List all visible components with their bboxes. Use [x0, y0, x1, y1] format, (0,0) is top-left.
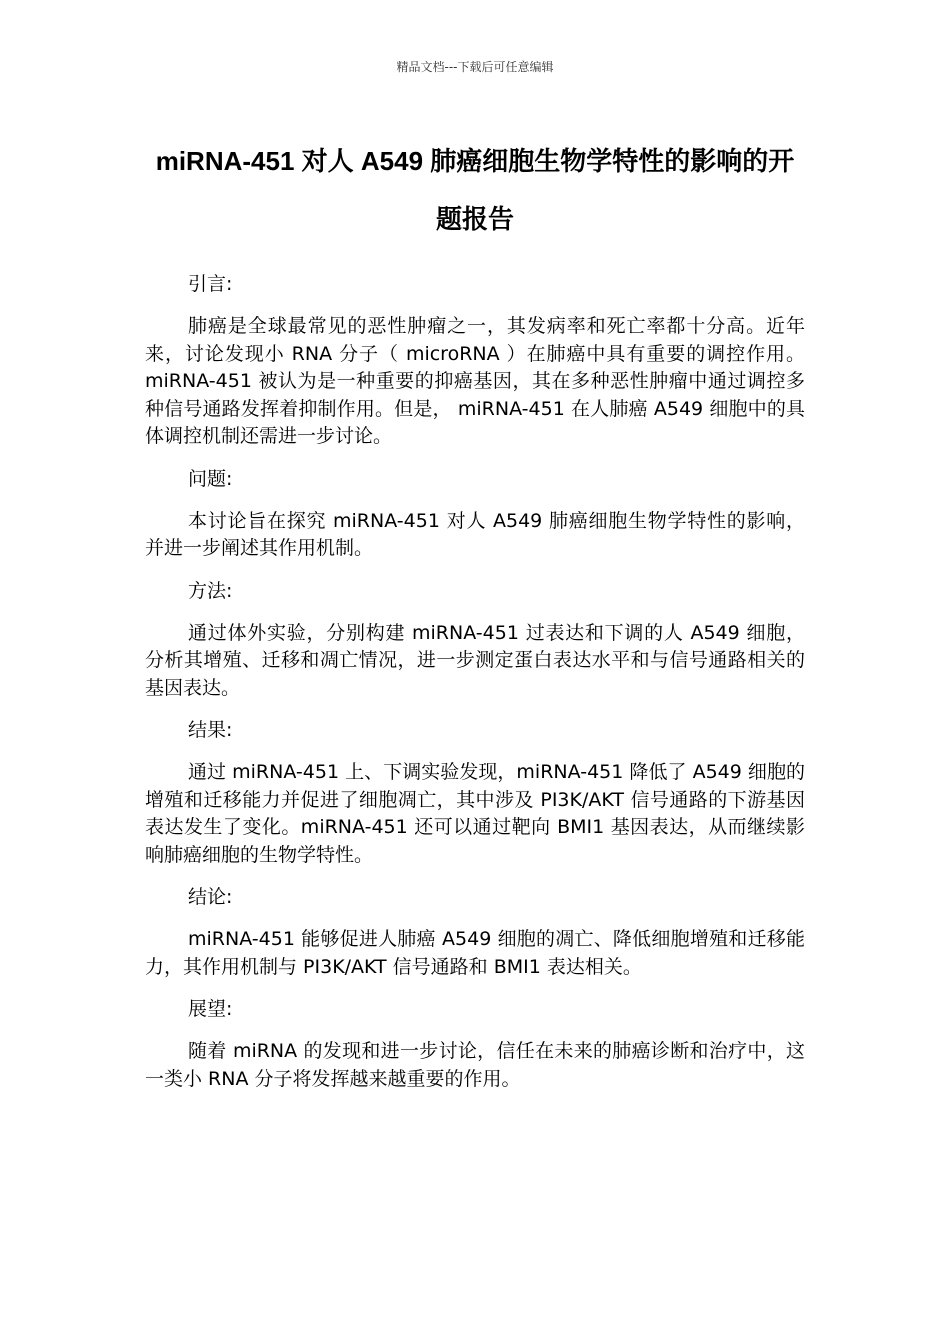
- document-body: [145, 270, 805, 1107]
- section-heading: 引言:: [188, 273, 233, 295]
- section-paragraph: 肺癌是全球最常见的恶性肿瘤之一，其发病率和死亡率都十分高。近年来，讨论发现小 RNA 分子（ microRNA ）在肺癌中具有重要的调控作用。miRNA-451 被认为是一种重要的抑癌基因，其在多种恶性肿瘤中通过调控多种信号通路发挥着抑制作用。但是， miRNA-451 在人肺癌 A549 细胞中的具体调控机制还需进一步讨论。: [145, 315, 805, 447]
- section-paragraph: 通过 miRNA-451 上、下调实验发现，miRNA-451 降低了 A549 细胞的增殖和迁移能力并促进了细胞凋亡，其中涉及 PI3K/AKT 信号通路的下游基因表达发生了变化。miRNA-451 还可以通过靶向 BMI1 基因表达，从而继续影响肺癌细胞的生物学特性。: [145, 761, 805, 866]
- section-heading: 问题:: [188, 467, 233, 490]
- section-method: [145, 577, 805, 703]
- section-outlook: [145, 995, 805, 1093]
- section-heading: 结果:: [188, 719, 233, 741]
- document-title: miRNA-451 对人 A549 肺癌细胞生物学特性的影响的开题报告: [155, 146, 795, 234]
- section-question: [145, 465, 805, 563]
- header-note: 精品文档---下载后可任意编辑: [396, 60, 554, 74]
- section-paragraph: 本讨论旨在探究 miRNA-451 对人 A549 肺癌细胞生物学特性的影响，并进一步阐述其作用机制。: [145, 509, 805, 559]
- section-heading: 方法:: [188, 579, 233, 602]
- section-introduction: [145, 270, 805, 451]
- section-paragraph: 随着 miRNA 的发现和进一步讨论，信任在未来的肺癌诊断和治疗中，这一类小 RNA 分子将发挥越来越重要的作用。: [145, 1040, 805, 1090]
- section-heading: 结论:: [188, 886, 233, 908]
- section-heading: 展望:: [188, 998, 233, 1020]
- section-paragraph: miRNA-451 能够促进人肺癌 A549 细胞的凋亡、降低细胞增殖和迁移能力，其作用机制与 PI3K/AKT 信号通路和 BMI1 表达相关。: [145, 928, 805, 978]
- section-conclusion: [145, 883, 805, 981]
- section-results: [145, 716, 805, 869]
- section-paragraph: 通过体外实验，分别构建 miRNA-451 过表达和下调的人 A549 细胞，分析其增殖、迁移和凋亡情况，进一步测定蛋白表达水平和与信号通路相关的基因表达。: [145, 621, 805, 699]
